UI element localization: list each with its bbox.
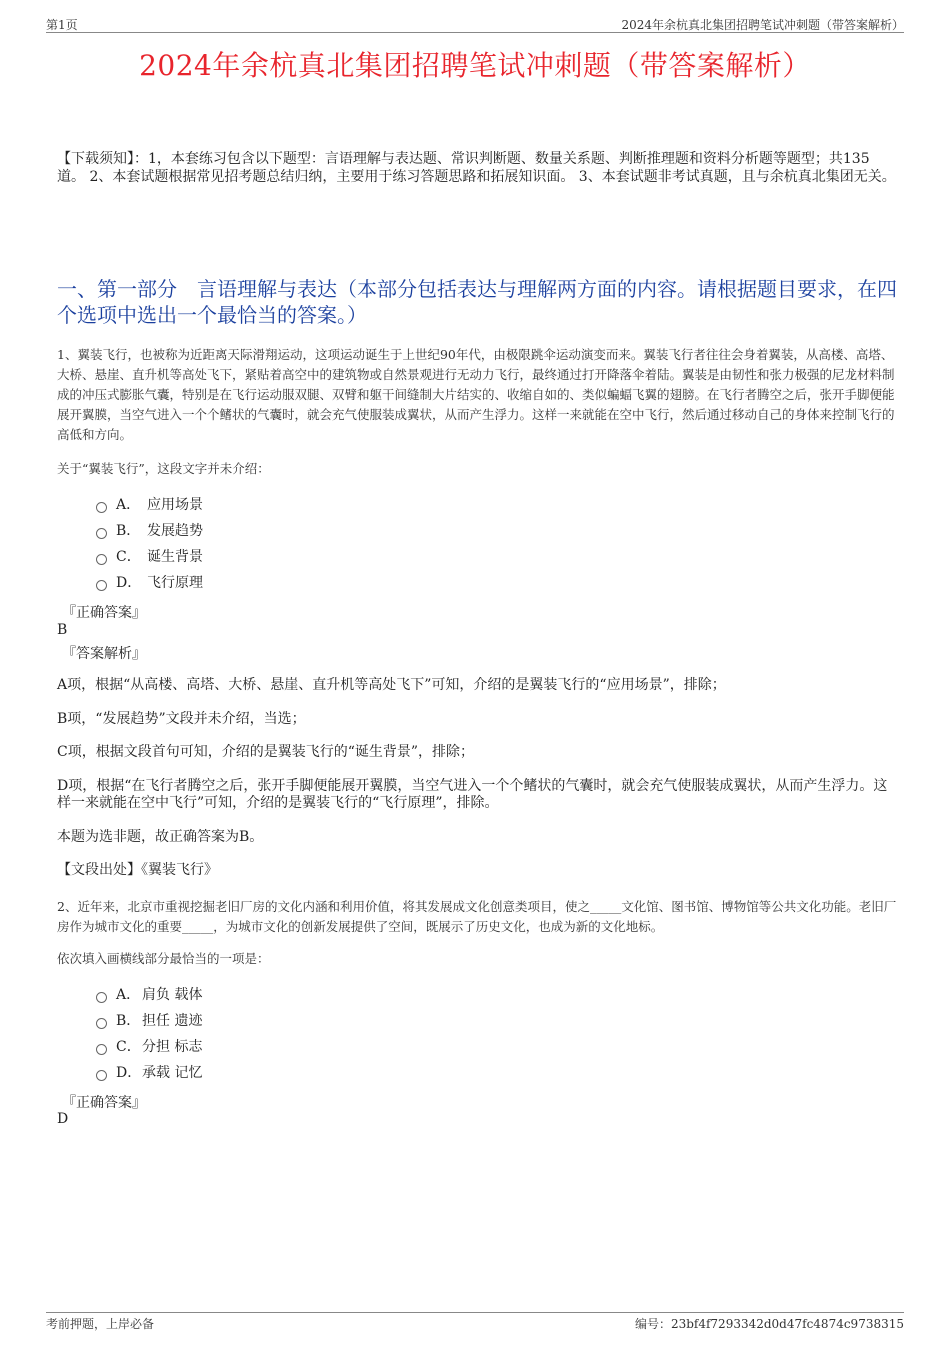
header-doc-title: 2024年余杭真北集团招聘笔试冲刺题（带答案解析）	[621, 18, 904, 32]
analysis-line-a: A项，根据“从高楼、高塔、大桥、悬崖、直升机等高处飞下”可知，介绍的是翼装飞行的“应用场景”，排除；	[57, 677, 726, 693]
question-1-option-a[interactable]: A． 应用场景	[96, 492, 203, 518]
question-2-answer: D	[57, 1111, 69, 1127]
radio-icon[interactable]	[96, 502, 107, 513]
page-number: 第1页	[46, 18, 78, 32]
question-1-options	[96, 492, 203, 596]
analysis-conclusion: 本题为选非题，故正确答案为B。	[57, 829, 264, 845]
page-footer	[46, 1312, 904, 1333]
section-heading: 一、第一部分 言语理解与表达（本部分包括表达与理解两方面的内容。请根据题目要求，在四个选项中选出一个最恰当的答案。）	[57, 277, 897, 327]
source-note: 【文段出处】《翼装飞行》	[57, 862, 218, 878]
radio-icon[interactable]	[96, 992, 107, 1003]
question-2-prompt: 依次填入画横线部分最恰当的一项是：	[57, 951, 270, 966]
question-1-answer: B	[57, 622, 68, 638]
radio-icon[interactable]	[96, 554, 107, 565]
radio-icon[interactable]	[96, 1018, 107, 1029]
download-notice: 【下载须知】：1，本套练习包含以下题型：言语理解与表达题、常识判断题、数量关系题、判断推理题和资料分析题等题型；共135道。 2、本套试题根据常见招考题总结归纳，主要用于练习答题思路和拓展知识面。 3、本套试题非考试真题，且与余杭真北集团无关。	[57, 151, 896, 185]
question-2-options	[96, 982, 202, 1086]
question-2-answer-tag: 『正确答案』	[62, 1095, 146, 1111]
analysis-line-d: D项，根据“在飞行者腾空之后，张开手脚便能展开翼膜，当空气进入一个个鳍状的气囊时，就会充气使服装成翼状，从而产生浮力。这样一来就能在空中飞行”可知，介绍的是翼装飞行的“飞行原理”，排除。	[57, 778, 888, 811]
footer-code: 编号：23bf4f7293342d0d47fc4874c9738315	[634, 1317, 904, 1331]
radio-icon[interactable]	[96, 1070, 107, 1081]
document-title: 2024年余杭真北集团招聘笔试冲刺题（带答案解析）	[139, 49, 811, 82]
question-1-answer-tag: 『正确答案』	[62, 605, 146, 621]
footer-slogan: 考前押题，上岸必备	[46, 1317, 155, 1331]
question-1-option-d[interactable]: D． 飞行原理	[96, 570, 203, 596]
question-1-prompt: 关于“翼装飞行”，这段文字并未介绍：	[57, 461, 270, 476]
question-2-stem: 2、近年来，北京市重视挖掘老旧厂房的文化内涵和利用价值，将其发展成文化创意类项目，使之_____文化馆、图书馆、博物馆等公共文化功能。老旧厂房作为城市文化的重要_____，为城市文化的创新发展提供了空间，既展示了历史文化，也成为新的文化地标。	[57, 899, 897, 934]
question-2-option-b[interactable]: B． 担任 遗迹	[96, 1008, 202, 1034]
question-2-option-c[interactable]: C． 分担 标志	[96, 1034, 202, 1060]
analysis-line-b: B项，“发展趋势”文段并未介绍，当选；	[57, 711, 306, 727]
question-1-option-c[interactable]: C． 诞生背景	[96, 544, 203, 570]
question-1-option-b[interactable]: B． 发展趋势	[96, 518, 203, 544]
question-2-option-a[interactable]: A． 肩负 载体	[96, 982, 202, 1008]
radio-icon[interactable]	[96, 528, 107, 539]
question-1-analysis-tag: 『答案解析』	[62, 646, 146, 662]
question-2-option-d[interactable]: D． 承载 记忆	[96, 1060, 202, 1086]
page-header	[46, 14, 904, 33]
radio-icon[interactable]	[96, 1044, 107, 1055]
radio-icon[interactable]	[96, 580, 107, 591]
analysis-line-c: C项，根据文段首句可知，介绍的是翼装飞行的“诞生背景”，排除；	[57, 744, 475, 760]
question-1-stem: 1、翼装飞行，也被称为近距离天际滑翔运动，这项运动诞生于上世纪90年代，由极限跳伞运动演变而来。翼装飞行者往往会身着翼装，从高楼、高塔、大桥、悬崖、直升机等高处飞下，紧贴着高空中的建筑物或自然景观进行无动力飞行，最终通过打开降落伞着陆。翼装是由韧性和张力极强的尼龙材料制成的冲压式膨胀气囊，特别是在飞行运动服双腿、双臂和躯干间缝制大片结实的、收缩自如的、类似蝙蝠飞翼的翅膀。在飞行者腾空之后，张开手脚便能展开翼膜，当空气进入一个个鳍状的气囊时，就会充气使服装成翼状，从而产生浮力。这样一来就能在空中飞行，然后通过移动自己的身体来控制飞行的高低和方向。	[57, 347, 895, 442]
